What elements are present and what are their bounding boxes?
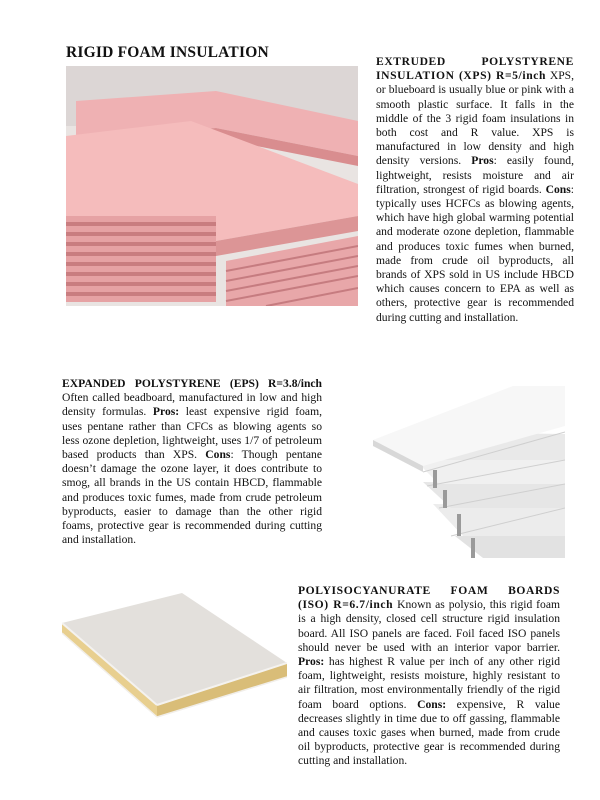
eps-white-foam-photo — [363, 386, 565, 558]
xps-description — [376, 55, 574, 325]
xps-cons-label: Cons — [545, 182, 571, 196]
page-title: RIGID FOAM INSULATION — [66, 44, 269, 61]
iso-cons-text: expensive, R value decreases slightly in time due to off gassing, flammable and causes toxic gases when burned, made from crude oil byproducts, protective gear is recommended during cutting and installation. — [298, 697, 560, 768]
xps-cons-text: : typically uses HCFCs as blowing agents, which have high global warming potential and moderate ozone depletion, flammable and produces toxic fumes when burned, made from crude oil byproducts, all brands of XPS sold in US include HBCD which causes concern to EPA as well as others, protective gear is recommended during cutting and installation. — [376, 182, 574, 324]
iso-cons-label: Cons: — [417, 697, 447, 711]
xps-pros-label: Pros — [471, 154, 494, 168]
iso-intro: Known as polysio, this rigid foam is a high density, closed cell structure rigid insulation board. All ISO panels are faced. Foil faced ISO panels should never be used with an interior vapor barrier. — [298, 598, 561, 654]
xps-heading: EXTRUDED POLYSTYRENE INSULATION (XPS) R=5/inch — [376, 55, 574, 83]
eps-pros-text: least expensive rigid foam, uses pentane rather than CFCs as blowing agents so less ozone depletion, lightweight, uses 1/7 of petroleum based products than XPS. — [62, 405, 322, 462]
iso-pros-text: has highest R value per inch of any other rigid foam, lightweight, resists moisture, highly resistant to air filtration, most environmentally friendly of the rigid foam board options. — [298, 655, 560, 711]
eps-description — [62, 377, 322, 547]
iso-foam-board-photo — [62, 593, 287, 721]
xps-intro: XPS, or blueboard is usually blue or pink with a smooth plastic surface. It falls in the middle of the 3 rigid foam insulations in both cost and R value. XPS is manufactured in low density and high density versions. — [376, 69, 574, 168]
eps-heading: EXPANDED POLYSTYRENE (EPS) R=3.8/inch — [62, 377, 322, 390]
xps-pros-text: : easily found, lightweight, resists moisture and air filtration, strongest of rigid boards. — [376, 154, 574, 196]
iso-description — [298, 584, 560, 769]
iso-pros-label: Pros: — [298, 655, 325, 669]
iso-heading: POLYISOCYANURATE FOAM BOARDS (ISO) R=6.7/inch — [298, 584, 560, 612]
eps-pros-label: Pros: — [152, 405, 180, 419]
eps-cons-label: Cons — [205, 448, 231, 462]
eps-cons-text: : Though pentane doesn’t damage the ozone layer, it does contribute to smog, all brands in the US contain HBCD, flammable and produces toxic fumes, made from crude petroleum byproducts, easier to damage than the other rigid foams, protective gear is recommended during cutting and installation. — [62, 448, 322, 547]
eps-intro: Often called beadboard, manufactured in low and high density formulas. — [62, 391, 322, 419]
xps-pink-foam-photo — [66, 66, 358, 306]
